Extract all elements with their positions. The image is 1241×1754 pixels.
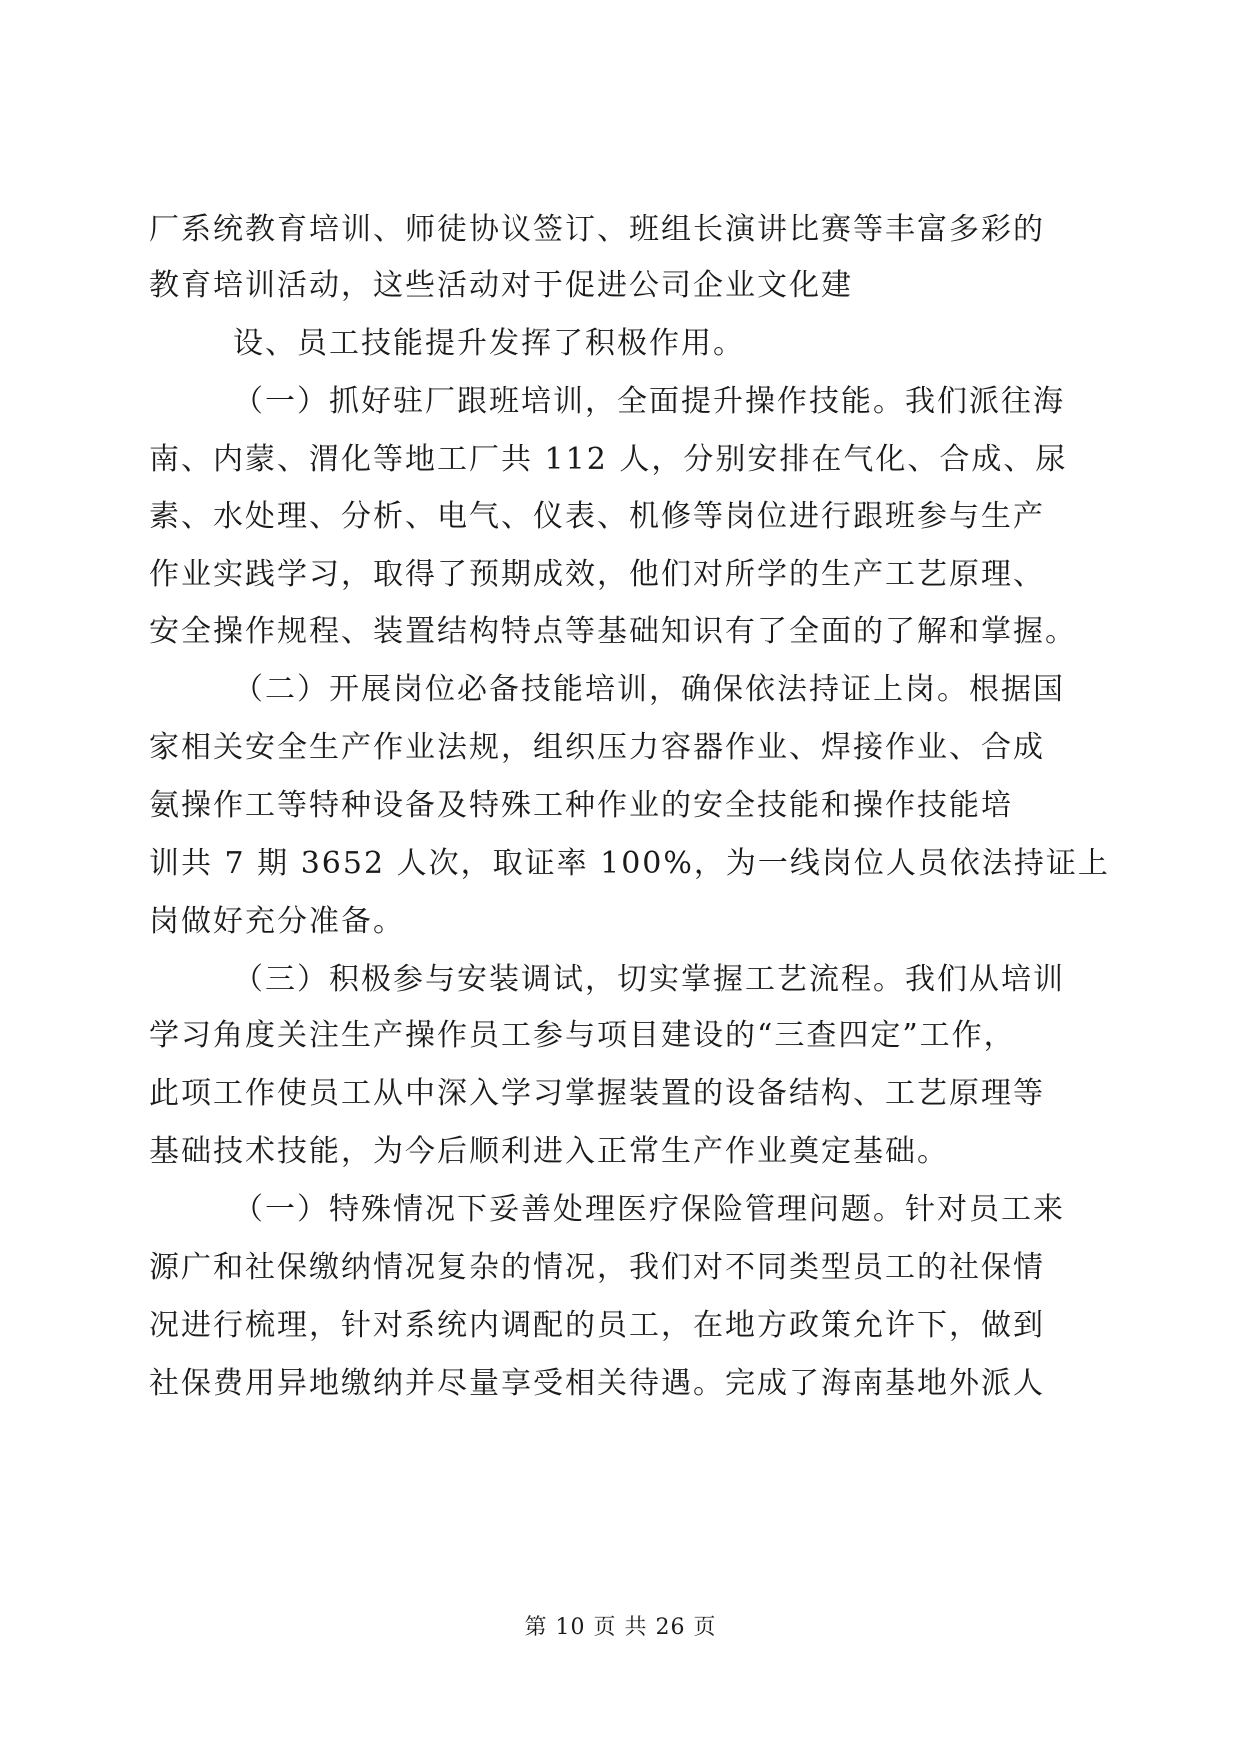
paragraph-heading-line: （二）开展岗位必备技能培训，确保依法持证上岗。根据国 bbox=[233, 672, 1065, 707]
text-line: 安全操作规程、装置结构特点等基础知识有了全面的了解和掌握。 bbox=[149, 614, 1077, 649]
text-line: 社保费用异地缴纳并尽量享受相关待遇。完成了海南基地外派人 bbox=[149, 1366, 1045, 1401]
text-line: 岗做好充分准备。 bbox=[149, 904, 405, 939]
text-line: 训共 7 期 3652 人次，取证率 100%，为一线岗位人员依法持证上 bbox=[149, 846, 1110, 881]
text-line: 设、员工技能提升发挥了积极作用。 bbox=[233, 326, 745, 361]
paragraph-heading-line: （一）抓好驻厂跟班培训，全面提升操作技能。我们派往海 bbox=[233, 384, 1065, 419]
paragraph-heading-line: （一）特殊情况下妥善处理医疗保险管理问题。针对员工来 bbox=[233, 1192, 1065, 1227]
page-number-footer: 第 10 页 共 26 页 bbox=[524, 1615, 717, 1640]
text-line: 南、内蒙、渭化等地工厂共 112 人，分别安排在气化、合成、尿 bbox=[149, 442, 1068, 477]
text-line: 素、水处理、分析、电气、仪表、机修等岗位进行跟班参与生产 bbox=[149, 499, 1045, 534]
text-line: 源广和社保缴纳情况复杂的情况，我们对不同类型员工的社保情 bbox=[149, 1250, 1045, 1285]
text-line: 基础技术技能，为今后顺利进入正常生产作业奠定基础。 bbox=[149, 1134, 949, 1169]
paragraph-heading-line: （三）积极参与安装调试，切实掌握工艺流程。我们从培训 bbox=[233, 962, 1065, 997]
text-line: 此项工作使员工从中深入学习掌握装置的设备结构、工艺原理等 bbox=[149, 1076, 1045, 1111]
text-line: 况进行梳理，针对系统内调配的员工，在地方政策允许下，做到 bbox=[149, 1308, 1045, 1343]
text-line: 家相关安全生产作业法规，组织压力容器作业、焊接作业、合成 bbox=[149, 730, 1045, 765]
text-line: 学习角度关注生产操作员工参与项目建设的“三查四定”工作， bbox=[149, 1018, 1016, 1053]
text-line: 氨操作工等特种设备及特殊工种作业的安全技能和操作技能培 bbox=[149, 788, 1013, 823]
text-line: 作业实践学习，取得了预期成效，他们对所学的生产工艺原理、 bbox=[149, 557, 1045, 592]
text-line: 厂系统教育培训、师徒协议签订、班组长演讲比赛等丰富多彩的 bbox=[149, 212, 1045, 247]
text-line: 教育培训活动，这些活动对于促进公司企业文化建 bbox=[149, 268, 853, 303]
